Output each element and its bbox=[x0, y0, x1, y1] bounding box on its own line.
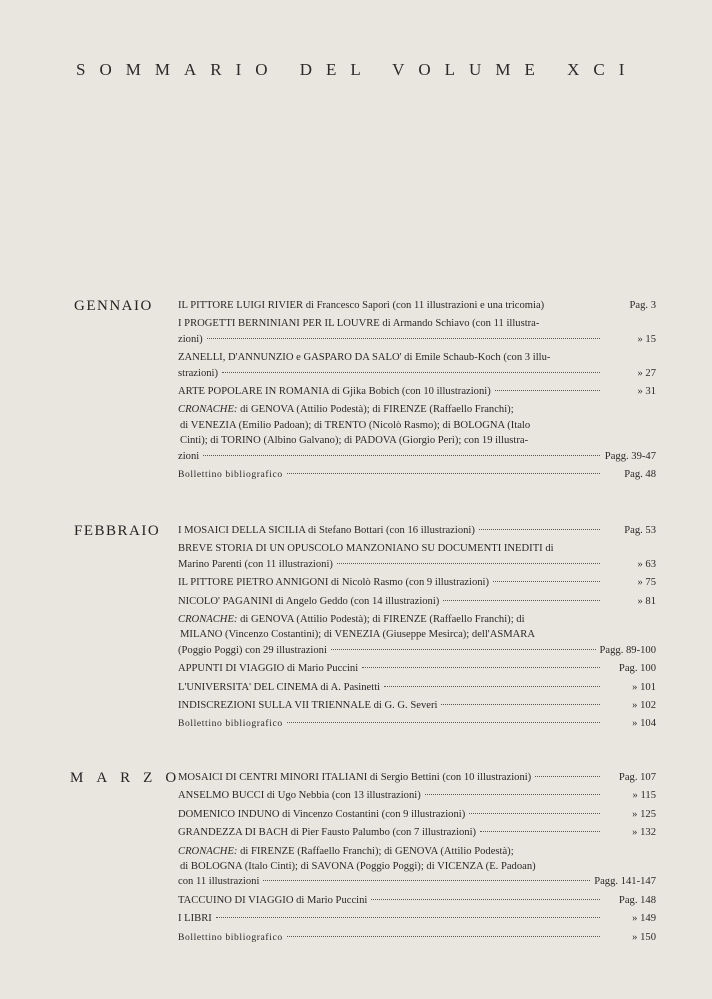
leader-dots bbox=[384, 686, 600, 687]
page-number: » 63 bbox=[637, 558, 656, 570]
bollettino-entry bbox=[178, 467, 656, 482]
entry-title: NICOLO' PAGANINI di Angelo Geddo (con 14 illustrazioni) bbox=[178, 595, 440, 607]
page-number: Pag. 148 bbox=[618, 894, 656, 906]
page-number: » 125 bbox=[632, 808, 656, 820]
toc-entry bbox=[178, 575, 656, 590]
entry-title: Marino Parenti (con 11 illustrazioni) bbox=[178, 558, 333, 570]
entry-title: zioni) bbox=[178, 333, 203, 345]
page-number: » 15 bbox=[637, 333, 656, 345]
leader-dots bbox=[287, 936, 600, 937]
month-heading: GENNAIO bbox=[74, 298, 153, 314]
entry-title: Bollettino bibliografico bbox=[178, 469, 283, 481]
entry-line: CRONACHE: di FIRENZE (Raffaello Franchi); di GENOVA (Attilio Podestà); bbox=[178, 845, 514, 857]
entry-title: Bollettino bibliografico bbox=[178, 718, 283, 730]
page-number: Pag. 107 bbox=[618, 772, 656, 783]
toc-entry bbox=[178, 316, 656, 347]
page-number: Pagg. 39-47 bbox=[604, 450, 656, 462]
entry-title: ARTE POPOLARE IN ROMANIA di Gjika Bobich (con 10 illustrazioni) bbox=[178, 386, 491, 398]
month-heading: FEBBRAIO bbox=[74, 523, 161, 539]
page-number: » 104 bbox=[632, 718, 656, 730]
leader-dots bbox=[203, 455, 600, 456]
toc-entry bbox=[178, 298, 656, 313]
entry-line: I PROGETTI BERNINIANI PER IL LOUVRE di Armando Schiavo (con 11 illustra- bbox=[178, 318, 540, 330]
entry-line: Cinti); di TORINO (Albino Galvano); di PADOVA (Giorgio Peri); con 19 illustra- bbox=[180, 435, 529, 447]
page-number: Pag. 53 bbox=[624, 525, 656, 536]
cronache-entry bbox=[178, 612, 656, 658]
entry-title: INDISCREZIONI SULLA VII TRIENNALE di G. G. Severi bbox=[178, 700, 438, 712]
toc-entry bbox=[178, 788, 656, 803]
entry-title: APPUNTI DI VIAGGIO di Mario Puccini bbox=[178, 663, 359, 675]
bollettino-entry bbox=[178, 716, 656, 731]
page-number: » 102 bbox=[632, 700, 656, 712]
cronache-entry bbox=[178, 844, 656, 890]
toc-entry bbox=[178, 893, 656, 908]
entry-title: IL PITTORE LUIGI RIVIER di Francesco Sapori (con 11 illustrazioni e una tricomia) bbox=[178, 300, 545, 311]
toc-entry bbox=[178, 594, 656, 609]
page-number: » 81 bbox=[637, 595, 656, 607]
entry-title: MOSAICI DI CENTRI MINORI ITALIANI di Sergio Bettini (con 10 illustrazioni) bbox=[178, 772, 532, 783]
cronache-label: CRONACHE: bbox=[178, 404, 238, 416]
toc-entry bbox=[178, 770, 656, 785]
page-number: » 27 bbox=[637, 367, 656, 379]
page-number: » 31 bbox=[637, 386, 656, 398]
cronache-label: CRONACHE: bbox=[178, 845, 238, 857]
toc-entry bbox=[178, 698, 656, 713]
toc-entry bbox=[178, 384, 656, 399]
toc-entry bbox=[178, 661, 656, 676]
leader-dots bbox=[535, 776, 600, 777]
leader-dots bbox=[495, 390, 600, 391]
toc-entry bbox=[178, 350, 656, 381]
entry-title: Bollettino bibliografico bbox=[178, 931, 283, 943]
entry-line: BREVE STORIA DI UN OPUSCOLO MANZONIANO SU DOCUMENTI INEDITI di bbox=[178, 543, 554, 555]
entry-title: strazioni) bbox=[178, 367, 219, 379]
leader-dots bbox=[337, 563, 600, 564]
page-number: » 115 bbox=[632, 790, 656, 802]
leader-dots bbox=[263, 880, 590, 881]
toc-entry bbox=[178, 680, 656, 695]
leader-dots bbox=[443, 600, 600, 601]
leader-dots bbox=[222, 372, 600, 373]
toc-entry bbox=[178, 911, 656, 926]
entries-list bbox=[178, 770, 656, 948]
entry-title: TACCUINO DI VIAGGIO di Mario Puccini bbox=[178, 894, 368, 906]
toc-entry bbox=[178, 541, 656, 572]
entry-title: (Poggio Poggi) con 29 illustrazioni bbox=[178, 644, 327, 656]
page-title: SOMMARIO DEL VOLUME XCI bbox=[76, 60, 639, 79]
entry-line: di VENEZIA (Emilio Padoan); di TRENTO (Nicolò Rasmo); di BOLOGNA (Italo bbox=[180, 419, 531, 431]
page-number: Pag. 3 bbox=[629, 300, 656, 311]
toc-entry bbox=[178, 523, 656, 538]
entries-list bbox=[178, 298, 656, 485]
leader-dots bbox=[362, 667, 600, 668]
leader-dots bbox=[216, 917, 600, 918]
leader-dots bbox=[331, 649, 596, 650]
page-number: Pagg. 141-147 bbox=[594, 876, 656, 888]
entry-title: IL PITTORE PIETRO ANNIGONI di Nicolò Rasmo (con 9 illustrazioni) bbox=[178, 577, 490, 589]
entry-title: DOMENICO INDUNO di Vincenzo Costantini (con 9 illustrazioni) bbox=[178, 808, 466, 820]
page-number: » 150 bbox=[632, 931, 656, 943]
page-number: Pag. 100 bbox=[618, 663, 656, 675]
leader-dots bbox=[371, 899, 600, 900]
entry-title: zioni bbox=[178, 450, 200, 462]
entry-line: CRONACHE: di GENOVA (Attilio Podestà); di FIRENZE (Raffaello Franchi); bbox=[178, 404, 514, 416]
entry-title: L'UNIVERSITA' DEL CINEMA di A. Pasinetti bbox=[178, 681, 381, 693]
entry-title: ANSELMO BUCCI di Ugo Nebbia (con 13 illustrazioni) bbox=[178, 790, 421, 802]
leader-dots bbox=[469, 813, 600, 814]
page-number: » 101 bbox=[632, 681, 656, 693]
bollettino-entry bbox=[178, 930, 656, 945]
page-number: » 132 bbox=[632, 827, 656, 839]
entry-line: ZANELLI, D'ANNUNZIO e GASPARO DA SALO' di Emile Schaub-Koch (con 3 illu- bbox=[178, 352, 551, 364]
cronache-label: CRONACHE: bbox=[178, 614, 238, 626]
leader-dots bbox=[480, 831, 600, 832]
page-number: Pag. 48 bbox=[624, 469, 656, 481]
leader-dots bbox=[287, 722, 600, 723]
month-heading: MARZO bbox=[70, 770, 190, 786]
page-number: » 149 bbox=[632, 913, 656, 925]
entry-title: I LIBRI bbox=[178, 913, 212, 925]
leader-dots bbox=[493, 581, 600, 582]
leader-dots bbox=[479, 529, 600, 530]
entry-line: di BOLOGNA (Italo Cinti); di SAVONA (Poggio Poggi); di VICENZA (E. Padoan) bbox=[180, 861, 536, 873]
entry-line: CRONACHE: di GENOVA (Attilio Podestà); di FIRENZE (Raffaello Franchi); di bbox=[178, 614, 525, 626]
entry-title: con 11 illustrazioni bbox=[178, 876, 260, 888]
entry-title: I MOSAICI DELLA SICILIA di Stefano Bottari (con 16 illustrazioni) bbox=[178, 525, 475, 536]
page-number: » 75 bbox=[637, 577, 656, 589]
leader-dots bbox=[287, 473, 600, 474]
leader-dots bbox=[441, 704, 600, 705]
leader-dots bbox=[207, 338, 600, 339]
entries-list bbox=[178, 523, 656, 735]
cronache-entry bbox=[178, 402, 656, 464]
entry-line: MILANO (Vincenzo Costantini); di VENEZIA (Giuseppe Mesirca); dell'ASMARA bbox=[180, 629, 536, 641]
toc-entry bbox=[178, 807, 656, 822]
leader-dots bbox=[425, 794, 600, 795]
toc-entry bbox=[178, 825, 656, 840]
entry-title: GRANDEZZA DI BACH di Pier Fausto Palumbo (con 7 illustrazioni) bbox=[178, 827, 477, 839]
page-number: Pagg. 89-100 bbox=[599, 644, 656, 656]
